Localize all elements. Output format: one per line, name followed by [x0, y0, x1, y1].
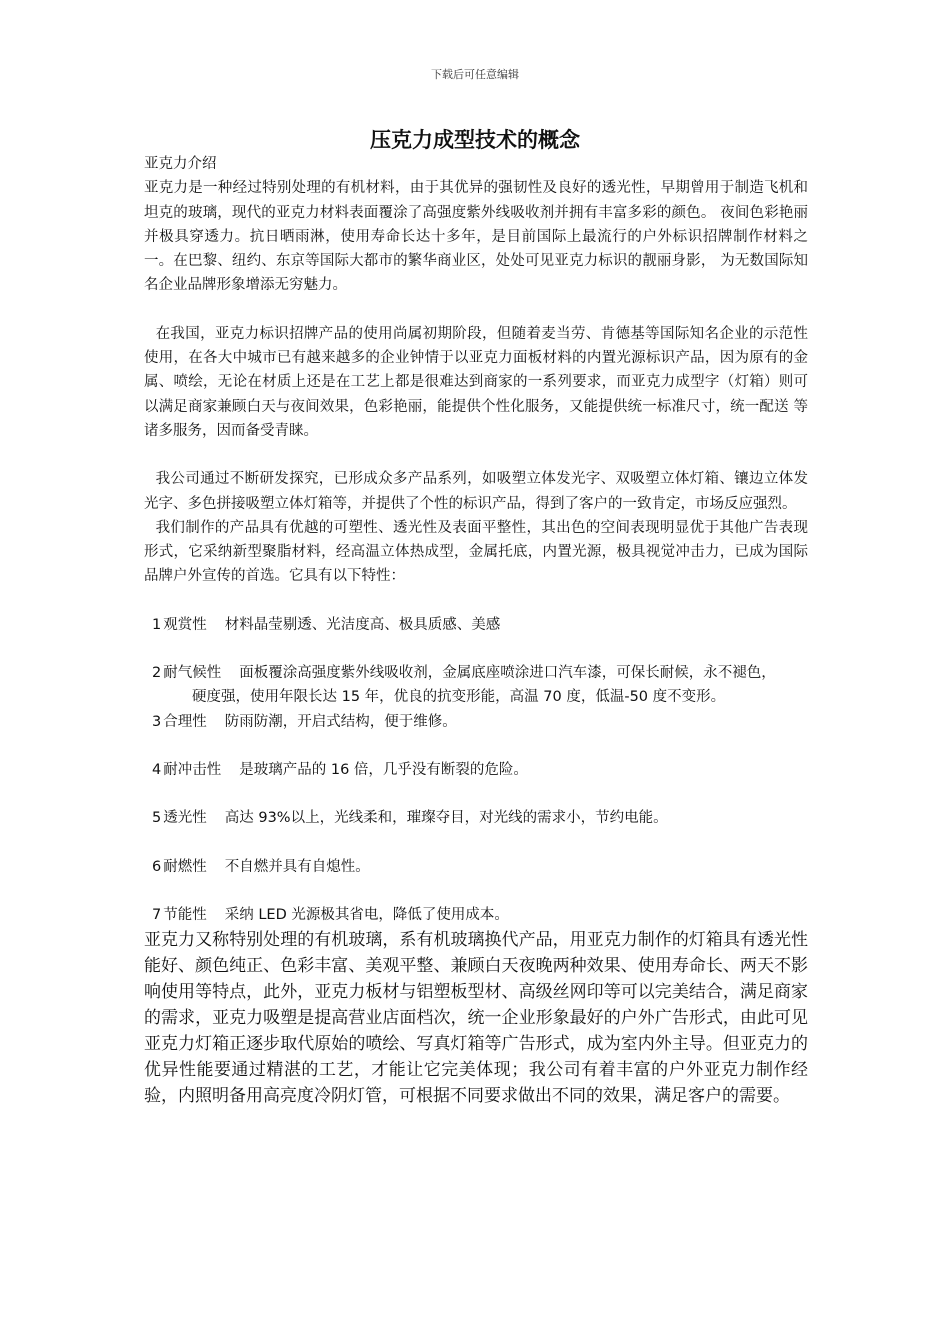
- feature-number: 2: [152, 665, 162, 682]
- feature-name: 透光性: [163, 810, 207, 827]
- feature-desc-continued: 硬度强，使用年限长达 15 年，优良的抗变形能，高温 70 度，低温-50 度不变形。: [192, 689, 726, 706]
- feature-desc: 材料晶莹剔透、光洁度高、极具质感、美感: [224, 616, 501, 633]
- document-body: [144, 152, 808, 1109]
- spacer: [144, 298, 808, 322]
- feature-item: [144, 903, 808, 927]
- spacer: [144, 734, 808, 758]
- spacer: [144, 831, 808, 855]
- feature-item: [144, 710, 808, 734]
- feature-name: 耐燃性: [163, 858, 207, 875]
- feature-desc: 不自燃并具有自熄性。: [224, 858, 370, 875]
- paragraph: 亚克力是一种经过特别处理的有机材料，由于其优异的强韧性及良好的透光性，早期曾用于制造飞机和坦克的玻璃，现代的亚克力材料表面覆涂了高强度紫外线吸收剂并拥有丰富多彩的颜色。 夜间色彩艳丽并极具穿透力。抗日晒雨淋，使用寿命长达十多年，是目前国际上最流行的户外标识招牌制作材料之一。在巴黎、纽约、东京等国际大都市的繁华商业区，处处可见亚克力标识的靓丽身影， 为无数国际知名企业品牌形象增添无穷魅力。: [144, 180, 808, 294]
- feature-item: [144, 806, 808, 830]
- feature-desc: 防雨防潮，开启式结构，便于维修。: [224, 713, 457, 730]
- spacer: [144, 443, 808, 467]
- feature-name: 耐冲击性: [163, 761, 222, 778]
- feature-item: [144, 855, 808, 879]
- feature-number: 5: [152, 810, 162, 827]
- feature-desc: 高达 93%以上，光线柔和，璀璨夺目，对光线的需求小，节约电能。: [224, 810, 668, 827]
- feature-desc: 是玻璃产品的 16 倍，几乎没有断裂的危险。: [239, 761, 528, 778]
- feature-number: 3: [152, 713, 162, 730]
- paragraph: 我们制作的产品具有优越的可塑性、透光性及表面平整性，其出色的空间表现明显优于其他广告表现形式，它采纳新型聚脂材料，经高温立体热成型，金属托底，内置光源，极具视觉冲击力，已成为国际品牌户外宣传的首选。它具有以下特性：: [144, 519, 808, 585]
- spacer: [144, 879, 808, 903]
- feature-item: [144, 661, 808, 685]
- spacer: [144, 782, 808, 806]
- paragraph: 在我国，亚克力标识招牌产品的使用尚属初期阶段，但随着麦当劳、肯德基等国际知名企业的示范性使用，在各大中城市已有越来越多的企业钟情于以亚克力面板材料的内置光源标识产品，因为原有的金属、喷绘，无论在材质上还是在工艺上都是很难达到商家的一系列要求，而亚克力成型字（灯箱）则可以满足商家兼顾白天与夜间效果，色彩艳丽，能提供个性化服务，又能提供统一标准尺寸，统一配送 等诸多服务，因而备受青睐。: [144, 325, 808, 439]
- spacer: [144, 589, 808, 613]
- feature-desc: 采纳 LED 光源极其省电，降低了使用成本。: [224, 906, 509, 923]
- paragraph: 我公司通过不断研发探究，已形成众多产品系列，如吸塑立体发光字、双吸塑立体灯箱、镶边立体发光字、多色拼接吸塑立体灯箱等，并提供了个性的标识产品，得到了客户的一致肯定，市场反应强烈。: [144, 471, 808, 512]
- feature-number: 7: [152, 906, 162, 923]
- feature-name: 观赏性: [163, 616, 207, 633]
- feature-name: 节能性: [163, 906, 207, 923]
- feature-number: 4: [152, 761, 162, 778]
- feature-item: [144, 613, 808, 637]
- feature-number: 6: [152, 858, 162, 875]
- feature-name: 合理性: [163, 713, 207, 730]
- header-note: 下载后可任意编辑: [431, 68, 519, 81]
- feature-desc: 面板覆涂高强度紫外线吸收剂，金属底座喷涂进口汽车漆，可保长耐候，永不褪色，: [239, 665, 776, 682]
- feature-name: 耐气候性: [163, 665, 222, 682]
- document-title: 压克力成型技术的概念: [370, 128, 580, 152]
- feature-item: [144, 758, 808, 782]
- spacer: [144, 637, 808, 661]
- closing-paragraph: 亚克力又称特别处理的有机玻璃，系有机玻璃换代产品，用亚克力制作的灯箱具有透光性能好、颜色纯正、色彩丰富、美观平整、兼顾白天夜晚两种效果、使用寿命长、两天不影响使用等特点，此外，亚克力板材与铝塑板型材、高级丝网印等可以完美结合，满足商家的需求，亚克力吸塑是提高营业店面档次，统一企业形象最好的户外广告形式，由此可见亚克力灯箱正逐步取代原始的喷绘、写真灯箱等广告形式，成为室内外主导。但亚克力的优异性能要通过精湛的工艺，才能让它完美体现；我公司有着丰富的户外亚克力制作经验，内照明备用高亮度冷阴灯管，可根据不同要求做出不同的效果，满足客户的需要。: [144, 930, 808, 1107]
- intro-label: 亚克力介绍: [144, 156, 217, 172]
- feature-number: 1: [152, 616, 162, 633]
